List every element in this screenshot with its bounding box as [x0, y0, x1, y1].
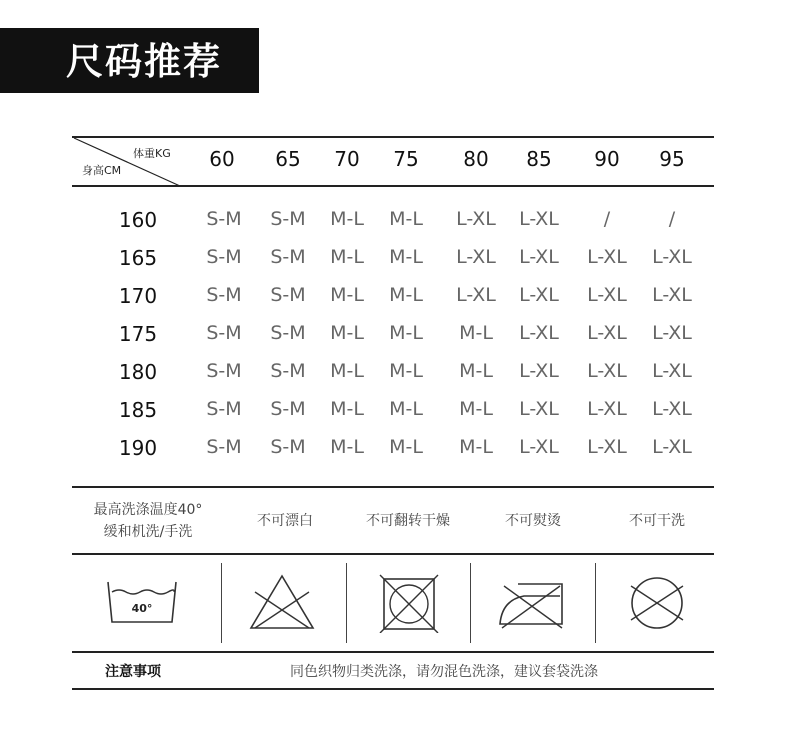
size-cell: L-XL	[519, 284, 559, 306]
size-cell: S-M	[270, 398, 306, 420]
size-cell: M-L	[459, 360, 493, 382]
height-cell: 160	[118, 208, 158, 232]
no-bleach-label: 不可漂白	[257, 513, 313, 529]
size-cell: M-L	[389, 284, 423, 306]
size-cell: S-M	[206, 208, 242, 230]
size-cell: L-XL	[587, 284, 627, 306]
size-cell: L-XL	[456, 284, 496, 306]
size-cell: L-XL	[652, 398, 692, 420]
size-cell: L-XL	[587, 398, 627, 420]
weight-cell: 95	[659, 147, 685, 171]
no-dry-clean-label: 不可干洗	[629, 513, 685, 529]
size-cell: M-L	[389, 398, 423, 420]
size-cell: S-M	[270, 360, 306, 382]
weight-cell: 80	[463, 147, 489, 171]
weight-cell: 85	[526, 147, 552, 171]
size-cell: M-L	[389, 208, 423, 230]
size-cell: L-XL	[519, 246, 559, 268]
size-cell: /	[668, 208, 676, 230]
no-iron-label: 不可熨烫	[505, 513, 561, 529]
height-cell: 180	[118, 360, 158, 384]
size-cell: M-L	[459, 398, 493, 420]
size-cell: S-M	[270, 322, 306, 344]
size-cell: S-M	[270, 436, 306, 458]
weight-header: 体重KG	[133, 147, 171, 160]
wash-line-1: 最高洗涤温度40°	[93, 502, 203, 518]
care-top-rule	[72, 486, 714, 488]
size-cell: S-M	[206, 246, 242, 268]
care-bottom-rule	[72, 651, 714, 653]
care-divider	[595, 563, 596, 643]
size-cell: S-M	[270, 208, 306, 230]
wash-temp-text: 40°	[131, 602, 153, 615]
no-dry-clean-icon	[625, 574, 689, 632]
notice-bottom-rule	[72, 688, 714, 690]
page-title: 尺码推荐	[66, 40, 222, 83]
size-cell: L-XL	[652, 246, 692, 268]
size-cell: M-L	[389, 436, 423, 458]
size-cell: S-M	[270, 284, 306, 306]
wash-instruction-label	[78, 499, 218, 543]
care-divider	[221, 563, 222, 643]
size-cell: M-L	[389, 246, 423, 268]
height-cell: 190	[118, 436, 158, 460]
size-cell: L-XL	[652, 284, 692, 306]
size-cell: S-M	[206, 398, 242, 420]
size-cell: M-L	[330, 208, 364, 230]
size-cell: M-L	[330, 322, 364, 344]
size-cell: M-L	[330, 246, 364, 268]
no-tumble-dry-label: 不可翻转干燥	[366, 513, 450, 529]
size-cell: M-L	[459, 322, 493, 344]
size-cell: L-XL	[519, 322, 559, 344]
size-cell: S-M	[206, 360, 242, 382]
size-cell: M-L	[330, 284, 364, 306]
care-divider	[470, 563, 471, 643]
size-cell: L-XL	[587, 360, 627, 382]
size-cell: L-XL	[587, 246, 627, 268]
size-cell: M-L	[330, 398, 364, 420]
height-cell: 185	[118, 398, 158, 422]
care-mid-rule	[72, 553, 714, 555]
size-cell: /	[603, 208, 611, 230]
size-cell: L-XL	[519, 360, 559, 382]
notice-label: 注意事项	[105, 664, 161, 680]
size-cell: L-XL	[519, 436, 559, 458]
height-cell: 170	[118, 284, 158, 308]
weight-cell: 70	[334, 147, 360, 171]
wash-line-2: 缓和机洗/手洗	[103, 524, 193, 540]
size-cell: L-XL	[587, 436, 627, 458]
table-header-rule	[72, 185, 714, 187]
weight-cell: 60	[209, 147, 235, 171]
size-cell: L-XL	[587, 322, 627, 344]
size-cell: S-M	[206, 284, 242, 306]
height-header: 身高CM	[82, 164, 122, 177]
weight-cell: 65	[275, 147, 301, 171]
size-cell: L-XL	[519, 398, 559, 420]
size-cell: M-L	[389, 360, 423, 382]
size-cell: L-XL	[519, 208, 559, 230]
notice-text: 同色织物归类洗涤，请勿混色洗涤，建议套袋洗涤	[290, 664, 598, 680]
care-divider	[346, 563, 347, 643]
size-cell: L-XL	[652, 436, 692, 458]
size-cell: S-M	[270, 246, 306, 268]
size-cell: M-L	[330, 436, 364, 458]
size-cell: S-M	[206, 436, 242, 458]
size-cell: L-XL	[652, 360, 692, 382]
no-iron-icon	[496, 576, 572, 632]
height-cell: 165	[118, 246, 158, 270]
size-cell: M-L	[330, 360, 364, 382]
weight-cell: 90	[594, 147, 620, 171]
size-cell: S-M	[206, 322, 242, 344]
no-bleach-icon	[247, 572, 317, 632]
size-cell: M-L	[459, 436, 493, 458]
size-cell: L-XL	[456, 208, 496, 230]
height-cell: 175	[118, 322, 158, 346]
size-cell: L-XL	[652, 322, 692, 344]
no-tumble-dry-icon	[378, 573, 440, 633]
size-cell: L-XL	[456, 246, 496, 268]
weight-cell: 75	[393, 147, 419, 171]
wash-tub-40-icon	[104, 578, 180, 628]
size-cell: M-L	[389, 322, 423, 344]
